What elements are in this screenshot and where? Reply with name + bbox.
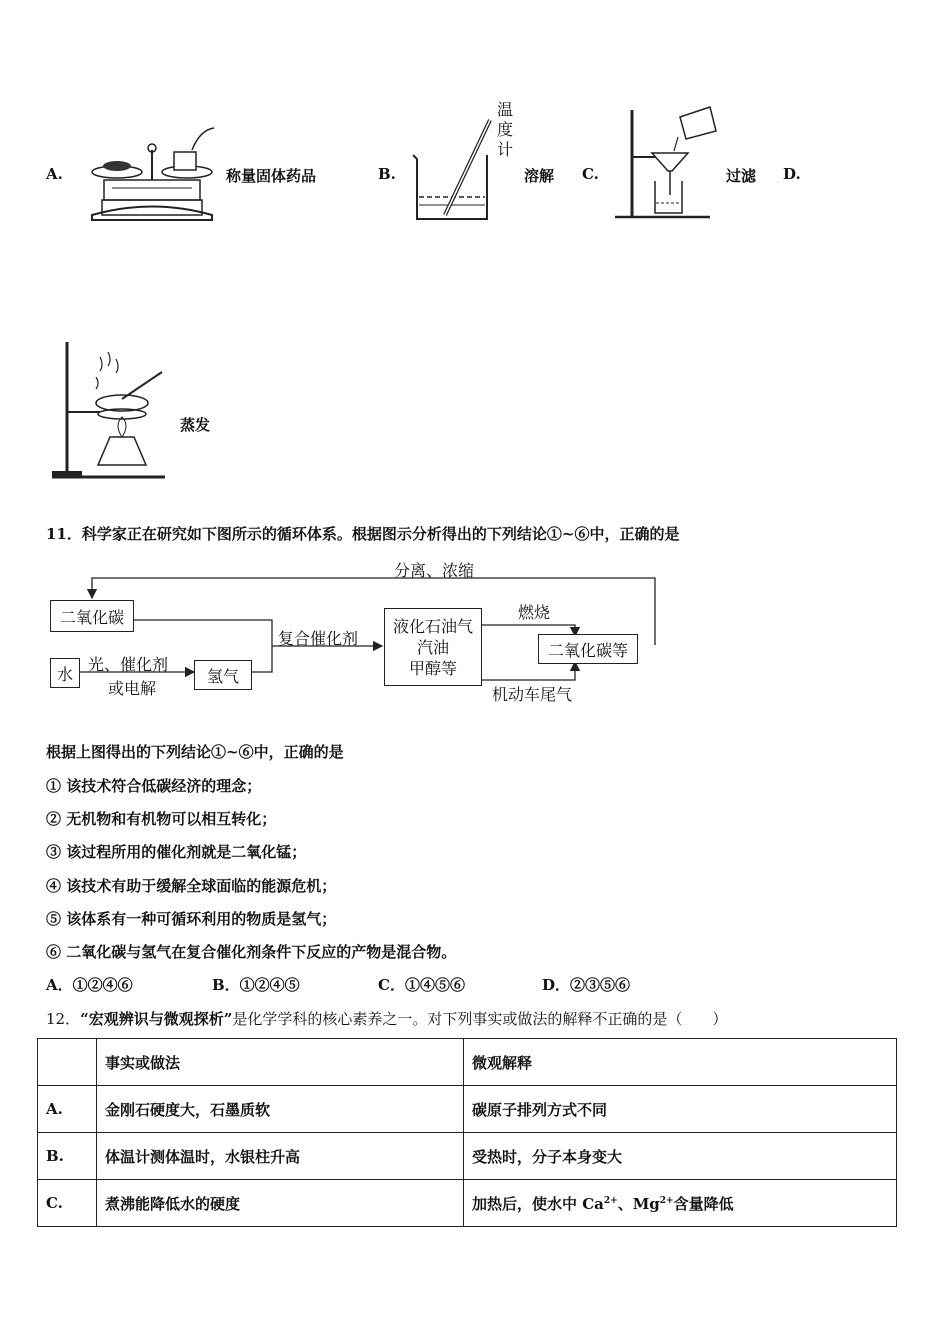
row-fact: 金刚石硬度大，石墨质软 [97,1086,464,1133]
header-explanation: 微观解释 [464,1039,897,1086]
separate-concentrate-label: 分离、浓缩 [394,561,475,580]
thermometer-label-char-2: 度 [497,120,514,139]
balance-illustration [82,120,222,225]
q12-table [37,1038,897,1227]
composite-catalyst-label: 复合催化剂 [278,629,359,648]
co2-etc-box-text: 二氧化碳等 [547,640,628,660]
table-row [38,1133,897,1180]
q11-stem: 11．科学家正在研究如下图所示的循环体系。根据图示分析得出的下列结论①~⑥中，正确的是 [46,525,680,543]
hydrogen-box [194,660,252,690]
filtration-illustration [610,105,722,225]
row-explanation: 受热时，分子本身变大 [464,1133,897,1180]
statement-4: ④ 该技术有助于缓解全球面临的能源危机； [46,877,337,895]
header-fact: 事实或做法 [97,1039,464,1086]
thermometer-label-char-3: 计 [497,140,514,159]
option-a-text: 称量固体药品 [226,167,317,185]
row-explanation: 碳原子排列方式不同 [464,1086,897,1133]
thermometer-label [497,100,513,160]
electrolysis-label: 或电解 [108,679,157,698]
q11-option-a: A．①②④⑥ [46,976,133,994]
co2-box-text: 二氧化碳 [59,607,124,627]
mg-charge: 2+ [659,1195,674,1206]
q12-stem-rest: 是化学学科的核心素养之一。对下列事实或做法的解释不正确的是（ ） [232,1010,728,1028]
statement-3: ③ 该过程所用的催化剂就是二氧化锰； [46,843,307,861]
evaporation-illustration [50,337,175,482]
row-label: C. [38,1180,97,1227]
ca-charge: 2+ [603,1195,618,1206]
q12-stem-bold: “宏观辨识与微观探析” [80,1010,233,1028]
row-fact: 煮沸能降低水的硬度 [97,1180,464,1227]
q12-stem [46,1008,727,1029]
co2-etc-box [538,634,638,664]
exhaust-label: 机动车尾气 [492,685,573,704]
q11-option-b: B．①②④⑤ [212,976,300,994]
row-fact: 体温计测体温时，水银柱升高 [97,1133,464,1180]
water-box [50,658,80,688]
fuel-line-1: 液化石油气 [392,616,473,636]
co2-box [50,600,134,632]
statement-6: ⑥ 二氧化碳与氢气在复合催化剂条件下反应的产物是混合物。 [46,943,457,961]
beaker-thermometer-illustration [405,115,500,225]
statement-5: ⑤ 该体系有一种可循环利用的物质是氢气； [46,910,337,928]
burning-label: 燃烧 [518,603,551,622]
q11-intro: 根据上图得出的下列结论①~⑥中，正确的是 [46,743,344,761]
option-c-text: 过滤 [726,167,757,185]
exp-pre: 加热后，使水中 Ca [472,1194,604,1213]
exp-post: 含量降低 [673,1194,734,1213]
option-b-label: B. [378,165,396,183]
table-header-row [38,1039,897,1086]
fuel-line-3: 甲醇等 [408,658,457,678]
row-label: B. [38,1133,97,1180]
q11-option-d: D．②③⑤⑥ [542,976,631,994]
water-box-text: 水 [56,664,73,684]
option-b-text: 溶解 [524,167,555,185]
q12-number: 12． [46,1010,81,1028]
table-row [38,1180,897,1227]
exp-mid: 、Mg [617,1194,660,1213]
light-catalyst-label: 光、催化剂 [88,655,169,674]
option-c-label: C. [582,165,599,183]
option-d-text: 蒸发 [180,416,211,434]
option-d-label: D. [783,165,801,183]
table-row [38,1086,897,1133]
option-a-label: A. [46,165,63,183]
fuel-line-2: 汽油 [416,637,449,657]
statement-2: ② 无机物和有机物可以相互转化； [46,810,277,828]
thermometer-label-char-1: 温 [497,100,514,119]
q11-option-c: C．①④⑤⑥ [378,976,465,994]
row-label: A. [38,1086,97,1133]
hydrogen-box-text: 氢气 [206,666,239,686]
cycle-diagram [40,550,680,710]
fuel-box [384,608,482,686]
row-explanation [464,1180,897,1227]
statement-1: ① 该技术符合低碳经济的理念； [46,777,262,795]
header-cell-empty [38,1039,97,1086]
